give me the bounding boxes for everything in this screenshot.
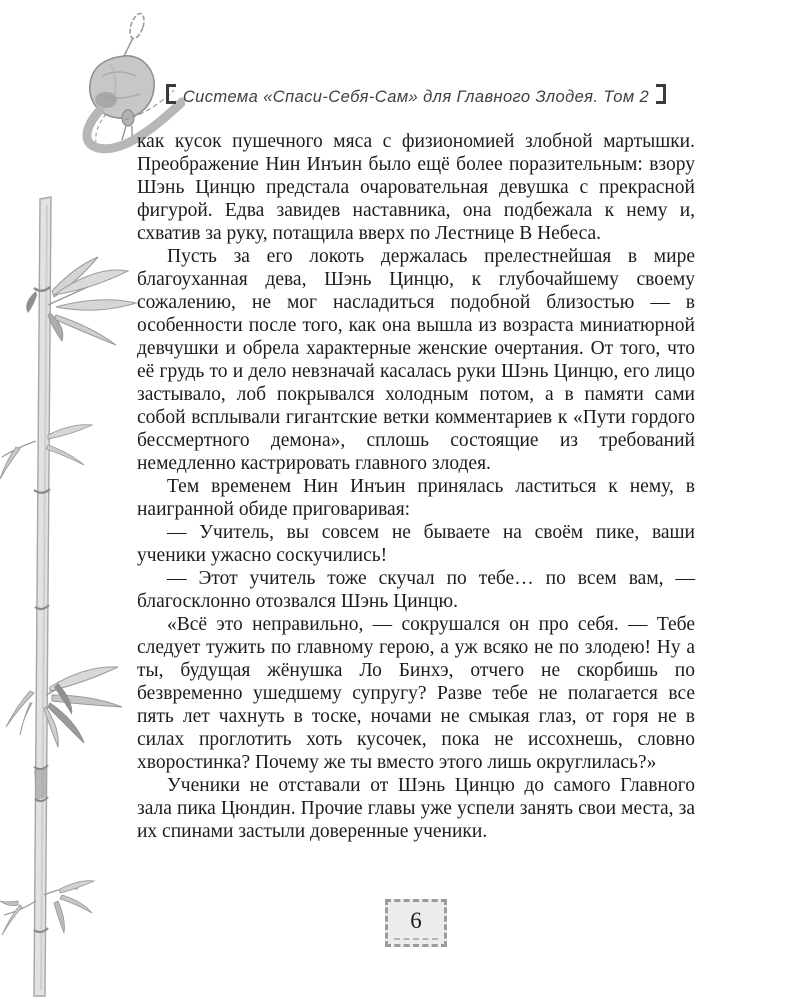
paragraph: Тем временем Нин Инъин принялась ластиться к нему, в наигранной обиде приговаривая: [137, 476, 695, 520]
page-number-box-dashes [394, 938, 439, 940]
body-text-column [137, 130, 695, 843]
running-header [137, 84, 695, 107]
paragraph: Ученики не отставали от Шэнь Цинцю до самого Главного зала пика Цюндин. Прочие главы уже успели занять свои места, за их спинами застыли доверенные ученики. [137, 775, 695, 842]
left-lenticular-bracket-icon [166, 84, 176, 104]
paragraph: «Всё это неправильно, — сокрушался он про себя. — Тебе следует тужить по главному герою, а уж всяко не по злодею! Ну а ты, будущая жёнушка Ло Бинхэ, отчего не скорбишь по безвременно ушедшему супругу? Разве тебе не полагается все пять лет чахнуть в тоске, ночами не смыкая глаз, от горя не в силах проглотить хоть кусочек, пока не иссохнешь, словно хворостинка? Почему же ты вместо этого лишь округлилась?» [137, 614, 695, 773]
running-title: Система «Спаси-Себя-Сам» для Главного Злодея. Том 2 [182, 88, 650, 106]
dialogue-paragraph: — Учитель, вы совсем не бываете на своём пике, ваши ученики ужасно соскучились! [137, 522, 695, 566]
page-number: 6 [410, 908, 422, 933]
right-lenticular-bracket-icon [656, 84, 666, 104]
dialogue-paragraph: — Этот учитель тоже скучал по тебе… по всем вам, — благосклонно отозвался Шэнь Цинцю. [137, 568, 695, 612]
bamboo-illustration [0, 195, 140, 1000]
paragraph: Пусть за его локоть держалась прелестнейшая в мире благоуханная дева, Шэнь Цинцю, к глубочайшему своему сожалению, не мог насладиться подобной близостью — в особенности после того, как она вышла из возраста миниатюрной девчушки и обрела характерные женские очертания. От того, что её грудь то и дело невзначай касалась руки Шэнь Цинцю, его лицо застывало, лоб покрывался холодным потом, а в памяти сами собой всплывали гигантские ветки комментариев к «Пути гордого бессмертного демона», сплошь состоящие из требований немедленно кастрировать главного злодея. [137, 246, 695, 474]
paragraph: как кусок пушечного мяса с физиономией злобной мартышки. Преображение Нин Инъин было ещё более поразительным: взору Шэнь Цинцю предстала очаровательная девушка с прекрасной фигурой. Едва завидев наставника, она подбежала к нему и, схватив за руку, потащила вверх по Лестнице В Небеса. [137, 131, 695, 244]
page-number-box [385, 899, 447, 947]
